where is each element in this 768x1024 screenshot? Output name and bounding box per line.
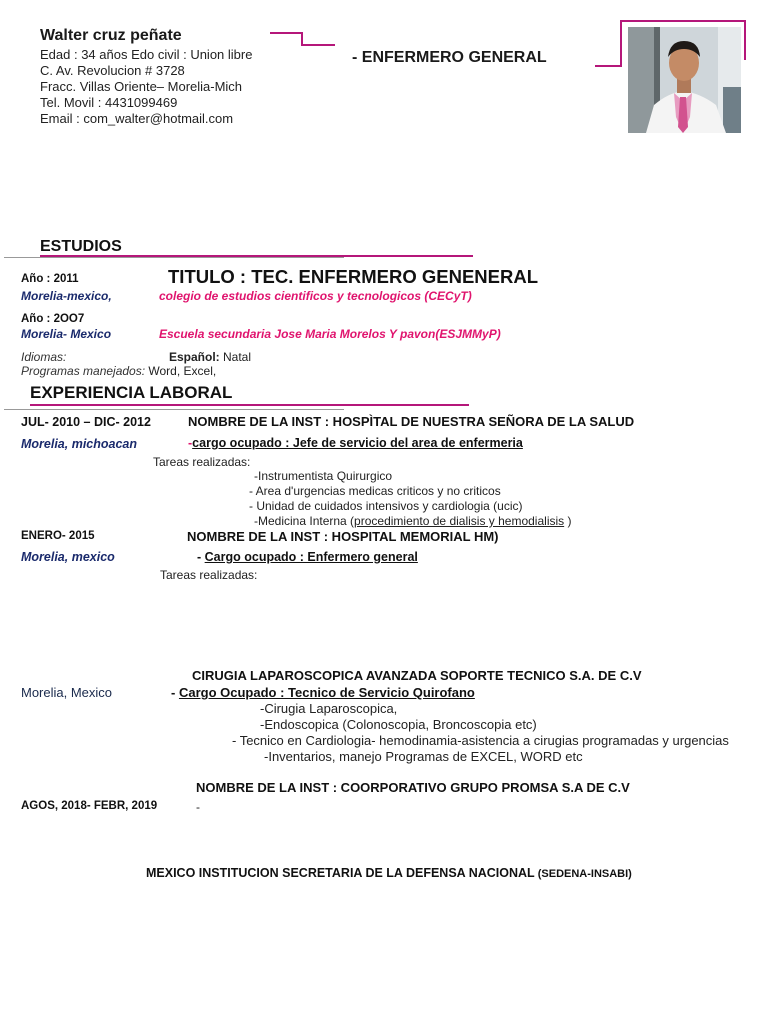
section-divider — [30, 404, 469, 406]
job-title: - ENFERMERO GENERAL — [352, 49, 547, 66]
job5-institution-name: MEXICO INSTITUCION SECRETARIA DE LA DEFENSA NACIONAL — [146, 866, 535, 880]
job5-institution — [146, 866, 632, 880]
job2-position — [197, 550, 418, 564]
job1-dash: - — [188, 436, 193, 450]
photo-frame-line — [744, 20, 746, 60]
job4-dash: - — [196, 800, 200, 814]
programs-label — [21, 364, 216, 378]
section-divider — [4, 409, 344, 410]
job1-task-underlined: procedimiento de dialisis y hemodialisis — [354, 514, 565, 528]
job3-dash: - — [171, 685, 179, 700]
languages-value — [169, 350, 251, 364]
job3-task: - Tecnico en Cardiologia- hemodinamia-asistencia a cirugias programadas y urgencias — [232, 733, 729, 748]
programs-value: Word, Excel, — [145, 364, 217, 378]
job1-task — [254, 514, 572, 528]
job1-tasks-label: Tareas realizadas: — [153, 455, 251, 469]
section-heading-estudios: ESTUDIOS — [40, 238, 122, 255]
job4-dates: AGOS, 2018- FEBR, 2019 — [21, 800, 158, 812]
job1-task-text: -Medicina Interna ( — [254, 514, 355, 528]
job2-tasks-label: Tareas realizadas: — [160, 568, 258, 582]
job3-task: -Endoscopica (Colonoscopia, Broncoscopia etc) — [260, 717, 537, 732]
job2-place: Morelia, mexico — [21, 550, 115, 564]
photo-frame-line — [620, 20, 746, 22]
section-divider — [40, 255, 473, 257]
job3-task: -Cirugia Laparoscopica, — [260, 701, 398, 716]
study1-place: Morelia-mexico, — [21, 289, 112, 303]
language-name: Español: — [169, 350, 220, 364]
job2-dates: ENERO- 2015 — [21, 530, 95, 542]
job1-task: -Instrumentista Quirurgico — [254, 469, 393, 483]
job1-position — [188, 436, 523, 450]
job1-task: - Area d'urgencias medicas criticos y no criticos — [249, 484, 501, 498]
study2-place: Morelia- Mexico — [21, 327, 112, 341]
section-divider — [4, 257, 344, 258]
header-deco-line — [270, 32, 302, 34]
job5-institution-suffix: (SEDENA-INSABI) — [534, 868, 632, 880]
contact-neighborhood: Fracc. Villas Oriente– Morelia-Mich — [40, 79, 243, 94]
job3-task: -Inventarios, manejo Programas de EXCEL, WORD etc — [264, 749, 583, 764]
job1-dates: JUL- 2010 – DIC- 2012 — [21, 415, 151, 429]
job1-place: Morelia, michoacan — [21, 437, 138, 451]
job2-dash: - — [197, 550, 205, 564]
contact-age-civil: Edad : 34 años Edo civil : Union libre — [40, 47, 253, 62]
contact-address: C. Av. Revolucion # 3728 — [40, 63, 185, 78]
job3-place: Morelia, Mexico — [21, 685, 113, 700]
candidate-name: Walter cruz peñate — [40, 27, 182, 44]
job3-cargo: Cargo Ocupado : Tecnico de Servicio Quirofano — [178, 685, 475, 700]
contact-email: Email : com_walter@hotmail.com — [40, 111, 234, 126]
job1-cargo: cargo ocupado : Jefe de servicio del area de enfermeria — [192, 436, 523, 450]
job1-task: - Unidad de cuidados intensivos y cardiologia (ucic) — [249, 499, 523, 513]
section-heading-experiencia: EXPERIENCIA LABORAL — [30, 383, 233, 402]
languages-label: Idiomas: — [21, 350, 67, 364]
profile-photo — [628, 27, 741, 133]
study1-year: Año : 2011 — [21, 273, 79, 285]
photo-frame-line — [595, 65, 622, 67]
contact-phone: Tel. Movil : 4431099469 — [40, 95, 178, 110]
job2-cargo: Cargo ocupado : Enfermero general — [204, 550, 418, 564]
job3-institution: CIRUGIA LAPAROSCOPICA AVANZADA SOPORTE TECNICO S.A. DE C.V — [192, 668, 642, 683]
job4-institution: NOMBRE DE LA INST : COORPORATIVO GRUPO PROMSA S.A DE C.V — [196, 780, 630, 795]
language-level: Natal — [219, 350, 252, 364]
study1-title: TITULO : TEC. ENFERMERO GENENERAL — [168, 266, 538, 287]
header-deco-line — [301, 44, 335, 46]
job1-institution: NOMBRE DE LA INST : HOSPÌTAL DE NUESTRA SEÑORA DE LA SALUD — [188, 414, 635, 429]
job3-position — [171, 685, 475, 700]
study2-year: Año : 2OO7 — [21, 313, 85, 325]
study2-school: Escuela secundaria Jose Maria Morelos Y pavon(ESJMMyP) — [159, 327, 501, 341]
study1-school: colegio de estudios cientificos y tecnologicos (CECyT) — [159, 289, 472, 303]
job2-institution: NOMBRE DE LA INST : HOSPITAL MEMORIAL HM) — [187, 529, 499, 544]
programs-label-text: Programas manejados: — [21, 364, 146, 378]
job1-task-end: ) — [564, 514, 572, 528]
photo-frame-line — [620, 20, 622, 66]
